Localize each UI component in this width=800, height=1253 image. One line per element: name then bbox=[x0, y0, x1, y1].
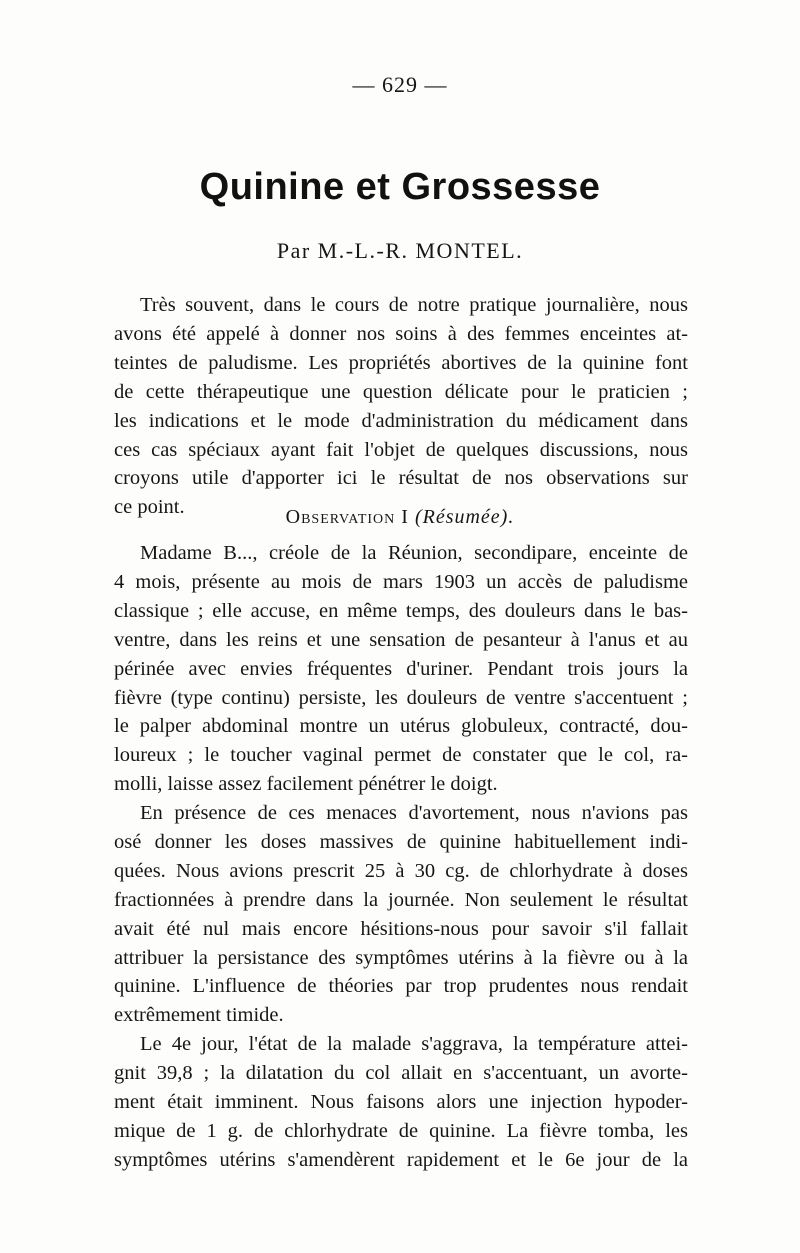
text-line: fractionnées à prendre dans la journée. Non seulement le résultat bbox=[114, 888, 688, 911]
text-line: extrêmement timide. bbox=[114, 1004, 284, 1027]
text-line: fièvre (type continu) persiste, les douleurs de ventre s'accentuent ; bbox=[114, 686, 688, 709]
case-paragraph-1 bbox=[114, 539, 688, 799]
text-line: Madame B..., créole de la Réunion, secondipare, enceinte de bbox=[140, 542, 688, 564]
text-line: périnée avec envies fréquentes d'uriner. Pendant trois jours la bbox=[114, 657, 688, 680]
text-line: Le 4e jour, l'état de la malade s'aggrava, la température attei- bbox=[140, 1033, 688, 1055]
observation-heading-note: (Résumée). bbox=[414, 506, 515, 528]
text-line: classique ; elle accuse, en même temps, des douleurs dans le bas- bbox=[114, 599, 688, 622]
text-line: croyons utile d'apporter ici le résultat de nos observations sur bbox=[114, 467, 688, 490]
text-line: ventre, dans les reins et une sensation de pesanteur à l'anus et au bbox=[114, 628, 688, 651]
text-line: attribuer la persistance des symptômes utérins à la fièvre ou à la bbox=[114, 946, 688, 969]
text-line: loureux ; le toucher vaginal permet de constater que le col, ra- bbox=[114, 744, 688, 767]
text-line: avons été appelé à donner nos soins à des femmes enceintes at- bbox=[114, 322, 688, 345]
intro-paragraph bbox=[114, 291, 688, 522]
text-line: ce point. bbox=[114, 496, 185, 519]
text-line: gnit 39,8 ; la dilatation du col allait en s'accentuant, un avorte- bbox=[114, 1061, 688, 1084]
text-line: le palper abdominal montre un utérus globuleux, contracté, dou- bbox=[114, 715, 688, 738]
text-line: ces cas spéciaux ayant fait l'objet de quelques discussions, nous bbox=[114, 438, 688, 461]
text-line: mique de 1 g. de chlorhydrate de quinine. La fièvre tomba, les bbox=[114, 1119, 688, 1142]
text-line: En présence de ces menaces d'avortement, nous n'avions pas bbox=[140, 802, 688, 824]
case-paragraph-2 bbox=[114, 799, 688, 1030]
text-line: 4 mois, présente au mois de mars 1903 un accès de paludisme bbox=[114, 570, 688, 593]
text-line: Très souvent, dans le cours de notre pratique journalière, nous bbox=[140, 294, 688, 316]
text-line: avait été nul mais encore hésitions-nous pour savoir s'il fallait bbox=[114, 917, 688, 940]
author-byline: Par M.-L.-R. MONTEL. bbox=[276, 238, 524, 263]
text-line: teintes de paludisme. Les propriétés abortives de la quinine font bbox=[114, 351, 688, 374]
article-title: Quinine et Grossesse bbox=[199, 166, 601, 208]
text-line: symptômes utérins s'amendèrent rapidement et le 6e jour de la bbox=[114, 1148, 688, 1171]
observation-heading-label: Observation I bbox=[285, 506, 409, 528]
text-line: de cette thérapeutique une question délicate pour le praticien ; bbox=[114, 380, 688, 403]
text-line: quinine. L'influence de théories par trop prudentes nous rendait bbox=[114, 975, 688, 998]
observation-heading bbox=[0, 506, 800, 529]
page-number: — 629 — bbox=[352, 72, 448, 97]
text-line: osé donner les doses massives de quinine habituellement indi- bbox=[114, 830, 688, 853]
text-line: les indications et le mode d'administration du médicament dans bbox=[114, 409, 688, 432]
text-line: quées. Nous avions prescrit 25 à 30 cg. de chlorhydrate à doses bbox=[114, 859, 688, 882]
text-line: molli, laisse assez facilement pénétrer le doigt. bbox=[114, 773, 498, 796]
case-paragraph-3 bbox=[114, 1030, 688, 1175]
text-line: ment était imminent. Nous faisons alors une injection hypoder- bbox=[114, 1090, 688, 1113]
